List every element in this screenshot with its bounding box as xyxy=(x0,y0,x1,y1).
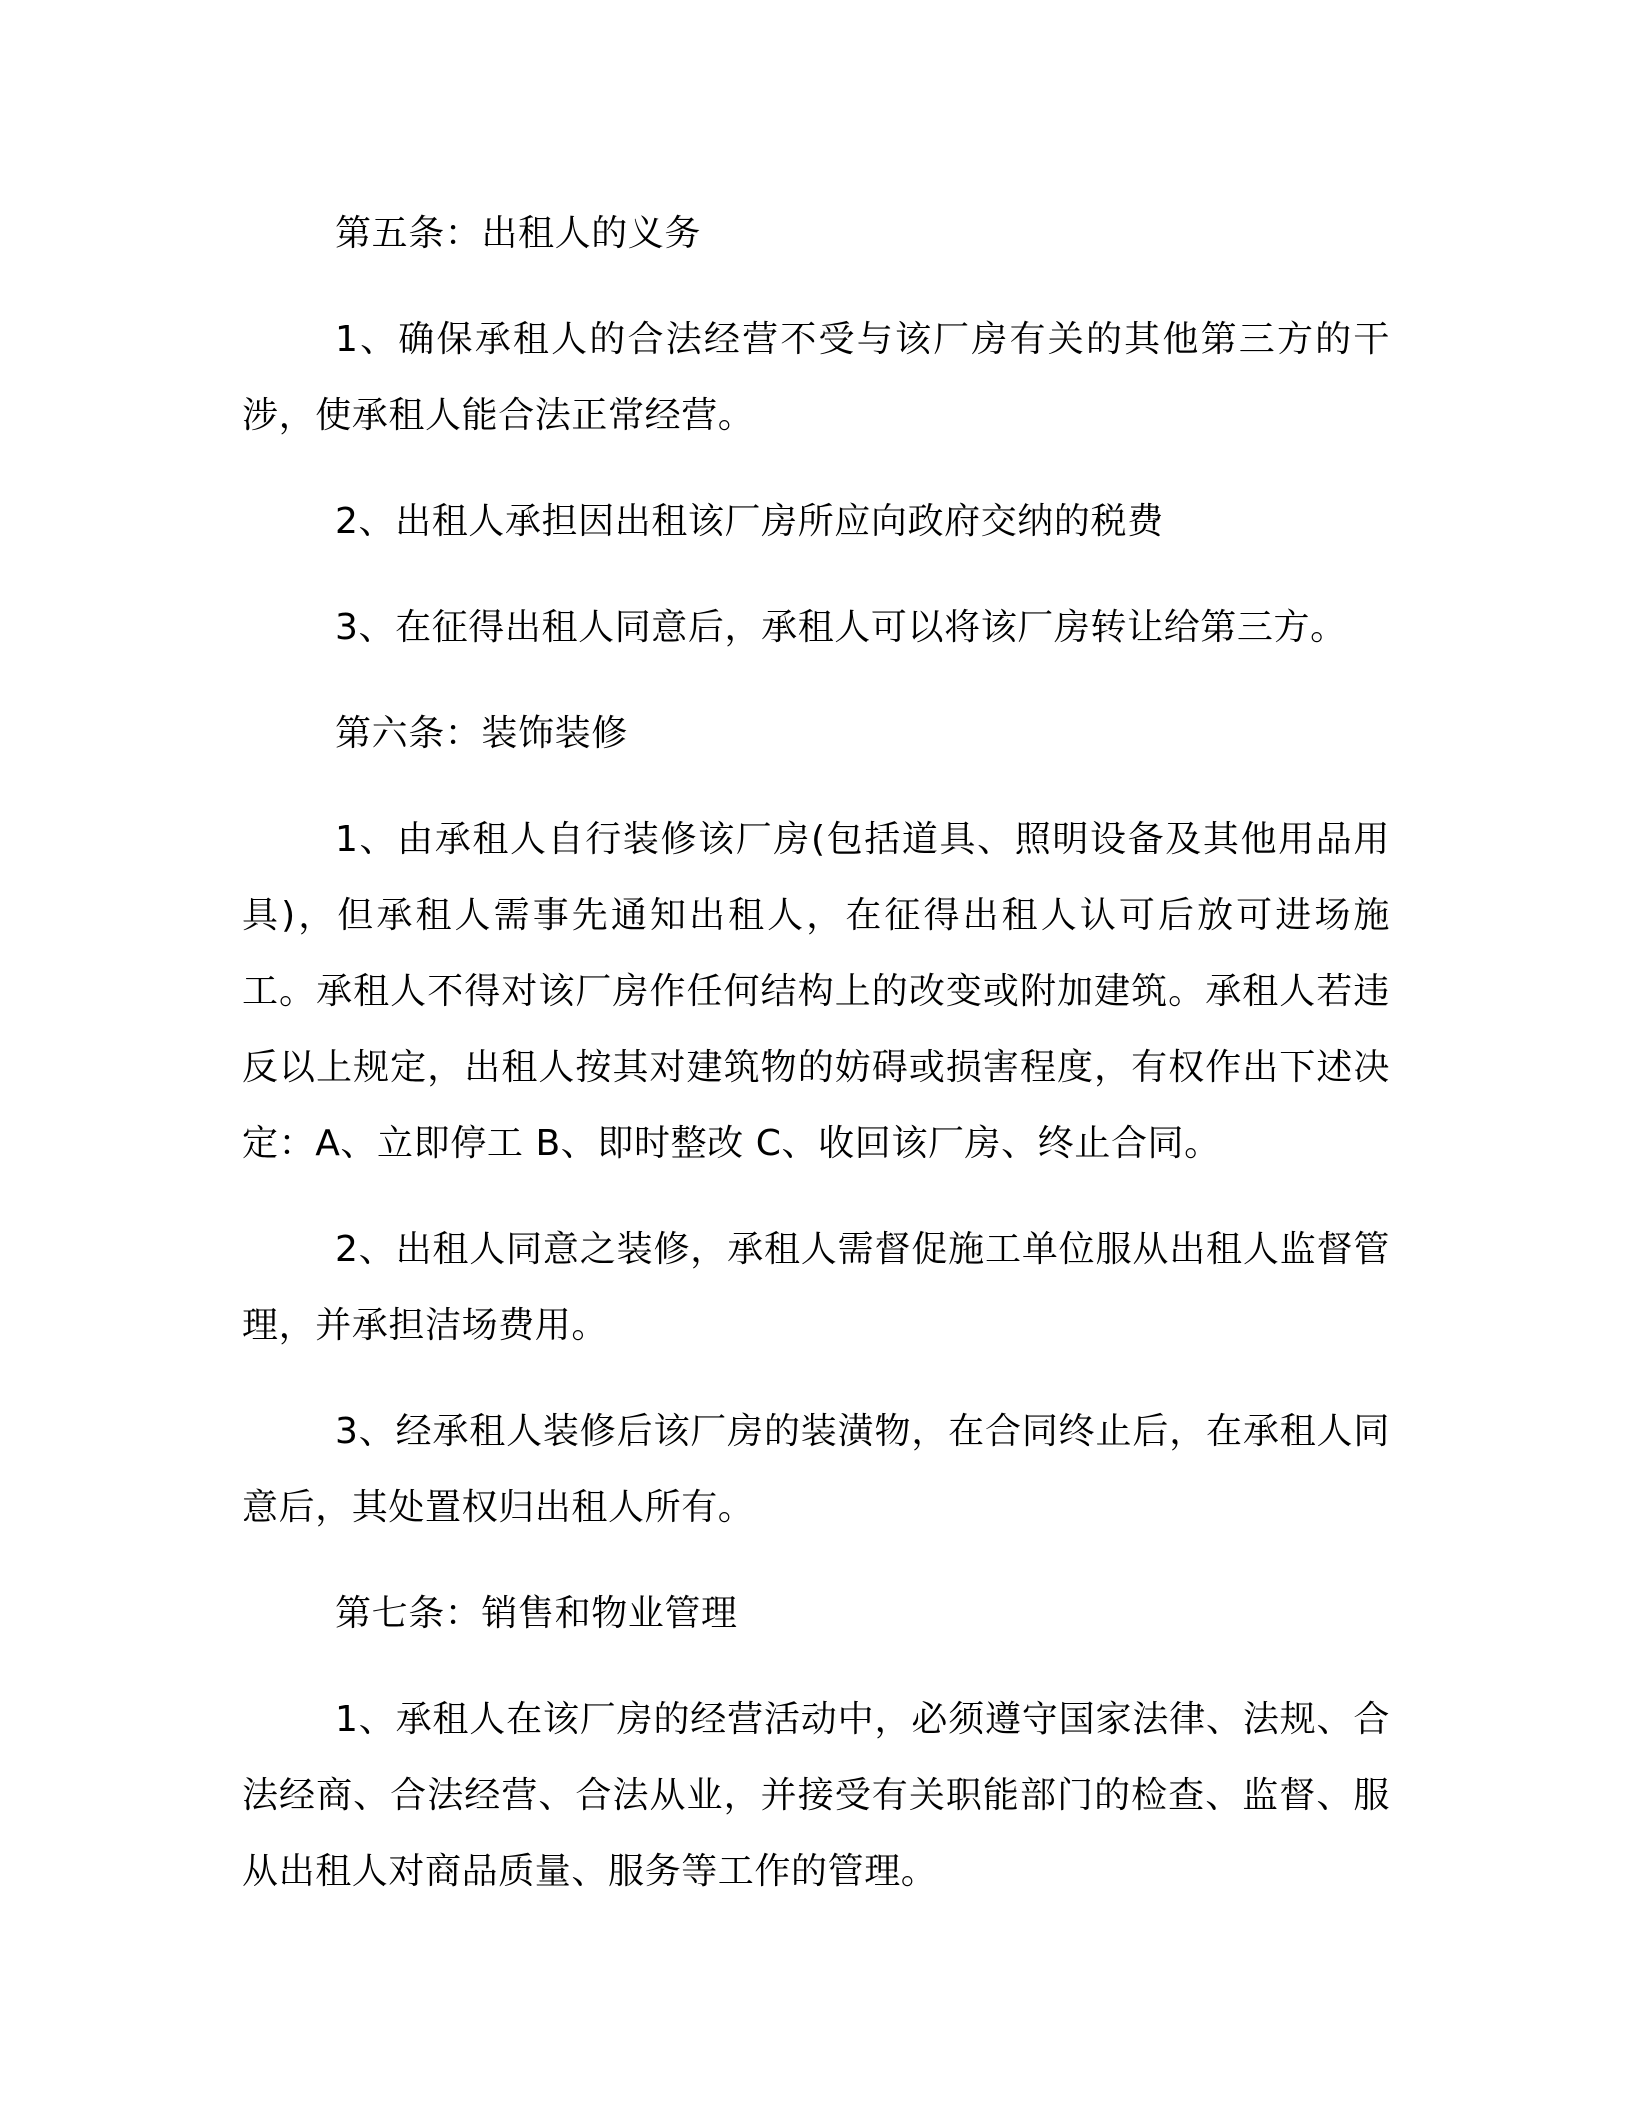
section-7-heading: 第七条：销售和物业管理 xyxy=(335,1593,738,1634)
section-6-item-3: 3、经承租人装修后该厂房的装潢物，在合同终止后，在承租人同意后，其处置权归出租人所有。 xyxy=(242,1411,1390,1528)
section-5-heading: 第五条：出租人的义务 xyxy=(335,213,702,254)
section-6-item-2: 2、出租人同意之装修，承租人需督促施工单位服从出租人监督管理，并承担洁场费用。 xyxy=(242,1229,1390,1346)
section-5-item-3: 3、在征得出租人同意后，承租人可以将该厂房转让给第三方。 xyxy=(335,607,1347,648)
section-6-item-1: 1、由承租人自行装修该厂房(包括道具、照明设备及其他用品用具)，但承租人需事先通知出租人，在征得出租人认可后放可进场施工。承租人不得对该厂房作任何结构上的改变或附加建筑。承租人若违反以上规定，出租人按其对建筑物的妨碍或损害程度，有权作出下述决定：A、立即停工 B、即时整改 C、收回该厂房、终止合同。 xyxy=(242,819,1390,1164)
section-7-item-1: 1、承租人在该厂房的经营活动中，必须遵守国家法律、法规、合法经商、合法经营、合法从业，并接受有关职能部门的检查、监督、服从出租人对商品质量、服务等工作的管理。 xyxy=(242,1699,1390,1892)
document-page xyxy=(242,196,1390,1940)
section-6-heading: 第六条：装饰装修 xyxy=(335,713,628,754)
section-5-item-1: 1、确保承租人的合法经营不受与该厂房有关的其他第三方的干涉，使承租人能合法正常经营。 xyxy=(242,319,1390,436)
section-5-item-2: 2、出租人承担因出租该厂房所应向政府交纳的税费 xyxy=(335,501,1164,542)
